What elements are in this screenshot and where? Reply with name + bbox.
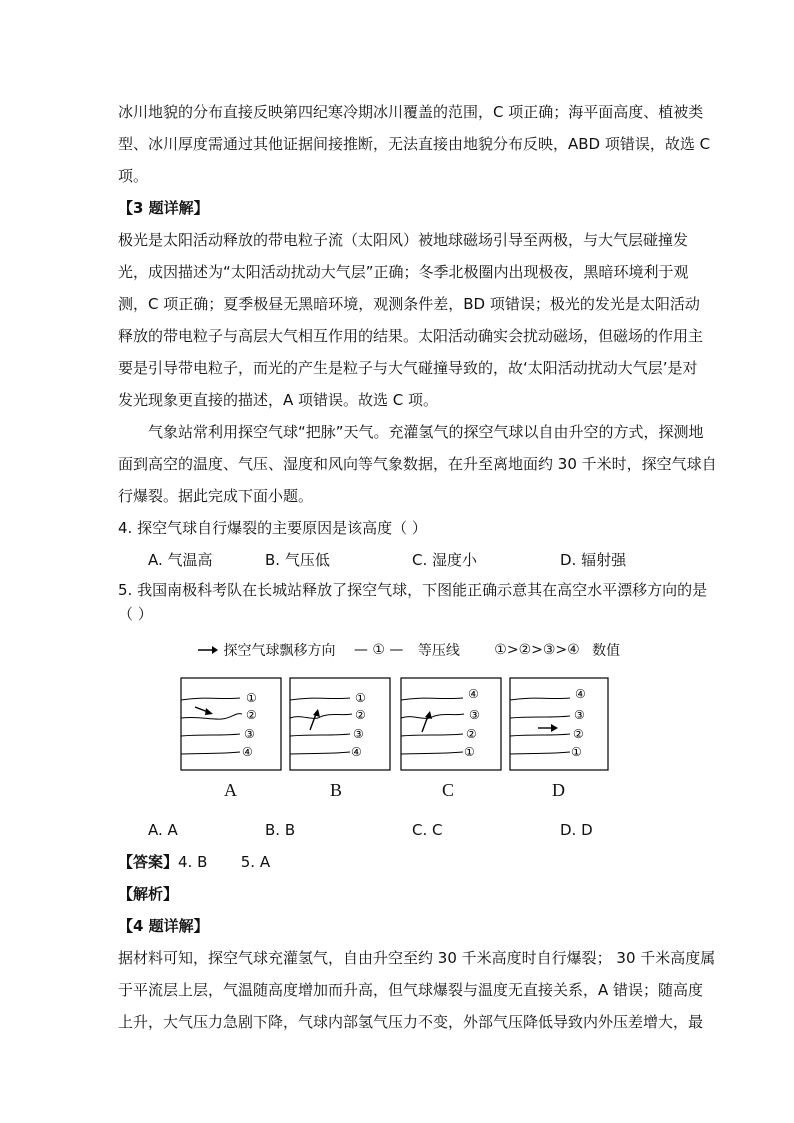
panel-a-isobar-1: ① (246, 691, 257, 705)
panel-d-isobar-2: ② (573, 727, 584, 741)
paragraph-line: 发光现象更直接的描述，A 项错误。故选 C 项。 (118, 391, 439, 409)
question5-stem-blank: （ ） (118, 605, 153, 623)
paragraph-line: 光，成因描述为“太阳活动扰动大气层”正确；冬季北极圈内出现极夜，黑暗环境利于观 (118, 263, 689, 281)
panel-label-a: A (224, 780, 237, 800)
answer-line (118, 852, 270, 872)
answer-text: 4. B 5. A (178, 853, 271, 871)
paragraph-line: 极光是太阳活动释放的带电粒子流（太阳风）被地球磁场引导至两极，与大气层碰撞发 (118, 231, 689, 249)
panel-b-isobar-2: ② (355, 708, 366, 722)
q4-option-d: D. 辐射强 (560, 551, 627, 569)
q4-option-a: A. 气温高 (148, 551, 213, 569)
panel-a-isobar-2: ② (246, 708, 257, 722)
panel-b-isobar-1: ① (355, 691, 366, 705)
paragraph-line: 要是引导带电粒子，而光的产生是粒子与大气碰撞导致的，故‘太阳活动扰动大气层’是对 (118, 359, 698, 377)
panel-d-isobar-3: ③ (574, 708, 585, 722)
q5-option-d: D. D (560, 821, 593, 839)
figure-legend (197, 640, 620, 660)
legend-order-label: 数值 (592, 643, 621, 659)
legend-arrow-label: 探空气球飘移方向 (223, 643, 336, 659)
q5-option-c: C. C (412, 821, 443, 839)
q3-heading: 【3 题详解】 (118, 199, 209, 217)
legend-isobar-label: 等压线 (417, 643, 460, 659)
isobar-figure (0, 674, 794, 784)
material-line: 气象站常利用探空气球“把脉”天气。充灌氢气的探空气球以自由升空的方式，探测地 (148, 423, 704, 441)
panel-b-isobar-3: ③ (353, 727, 364, 741)
panel-label-c: C (442, 780, 455, 800)
answer-label: 【答案】 (118, 853, 179, 871)
legend-arrow-icon (197, 645, 219, 655)
paragraph-line: 据材料可知，探空气球充灌氢气，自由升空至约 30 千米高度时自行爆裂； 30 千米高度属 (118, 949, 716, 967)
panel-label-d: D (552, 780, 565, 800)
material-line: 面到高空的温度、气压、湿度和风向等气象数据，在升至离地面约 30 千米时，探空气球自 (118, 455, 717, 473)
panel-c-isobar-2: ② (466, 727, 477, 741)
q4-heading: 【4 题详解】 (118, 917, 209, 935)
material-line: 行爆裂。据此完成下面小题。 (118, 487, 314, 505)
panel-a-isobar-3: ③ (244, 727, 255, 741)
legend-isobar-symbol: — ① — (353, 642, 404, 658)
question4-stem: 4. 探空气球自行爆裂的主要原因是该高度（ ） (118, 519, 427, 537)
legend-isobar-number: ① (372, 642, 385, 658)
q4-option-b: B. 气压低 (265, 551, 330, 569)
panel-a-isobar-4: ④ (242, 745, 253, 759)
panel-c-isobar-3: ③ (469, 708, 480, 722)
paragraph-line: 于平流层上层，气温随高度增加而升高，但气球爆裂与温度无直接关系，A 错误；随高度 (118, 981, 704, 999)
paragraph-line: 测，C 项正确；夏季极昼无黑暗环境，观测条件差，BD 项错误；极光的发光是太阳活动 (118, 295, 700, 313)
panel-c (401, 678, 501, 770)
question5-stem: 5. 我国南极科考队在长城站释放了探空气球，下图能正确示意其在高空水平漂移方向的是 (118, 581, 708, 599)
paragraph-line: 上升，大气压力急剧下降，气球内部氢气压力不变，外部气压降低导致内外压差增大，最 (118, 1013, 704, 1031)
panel-d (510, 678, 608, 770)
panel-d-isobar-4: ④ (575, 687, 586, 701)
panel-b (290, 678, 390, 770)
panel-c-isobar-4: ④ (468, 687, 479, 701)
q5-option-a: A. A (148, 821, 178, 839)
panel-d-isobar-1: ① (571, 745, 582, 759)
panel-b-isobar-4: ④ (351, 745, 362, 759)
legend-order: ①>②>③>④ (494, 642, 580, 658)
panel-b-arrow-icon (310, 714, 316, 730)
paragraph-line: 项。 (118, 167, 149, 185)
panel-c-isobar-1: ① (464, 745, 475, 759)
analysis-label: 【解析】 (118, 885, 179, 903)
paragraph-line: 释放的带电粒子与高层大气相互作用的结果。太阳活动确实会扰动磁场，但磁场的作用主 (118, 327, 704, 345)
paragraph-line: 型、冰川厚度需通过其他证据间接推断，无法直接由地貌分布反映，ABD 项错误，故选 C (118, 135, 711, 153)
q5-option-b: B. B (265, 821, 296, 839)
panel-label-b: B (330, 780, 343, 800)
q4-option-c: C. 湿度小 (412, 551, 478, 569)
panel-a (181, 678, 281, 770)
paragraph-line: 冰川地貌的分布直接反映第四纪寒冷期冰川覆盖的范围，C 项正确；海平面高度、植被类 (118, 103, 704, 121)
